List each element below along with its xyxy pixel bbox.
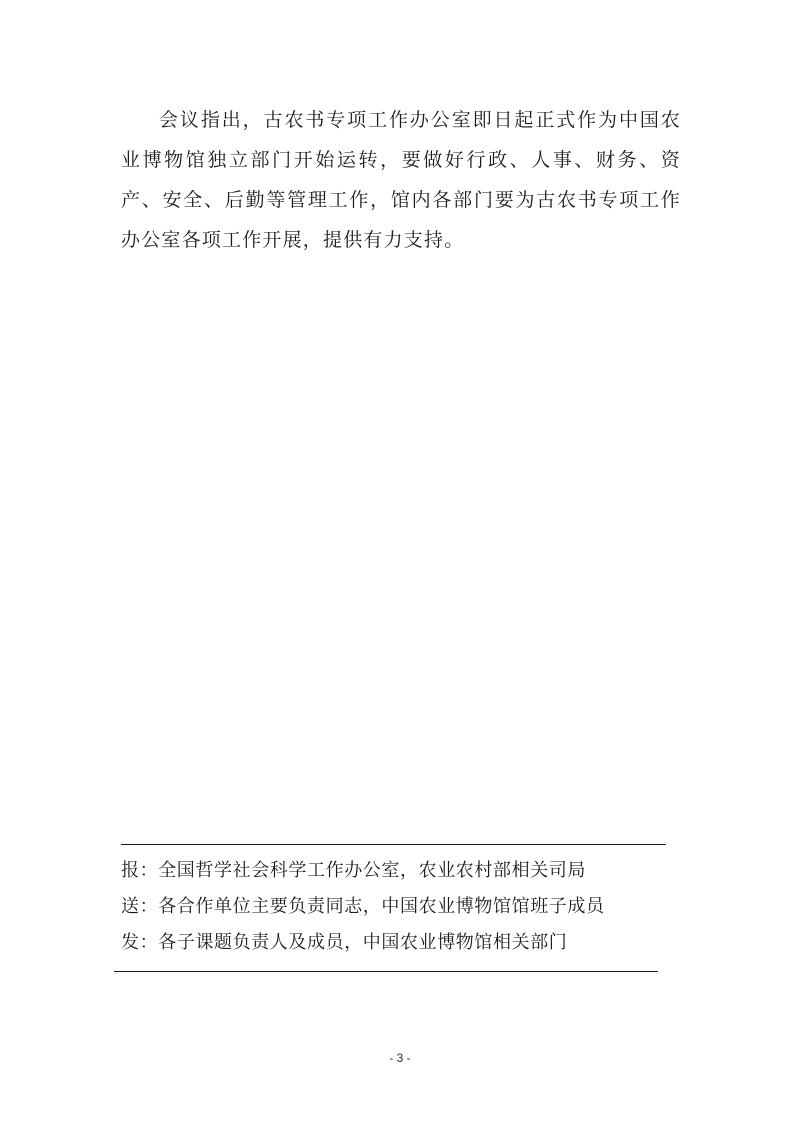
bottom-divider <box>114 971 658 972</box>
distribution-recipients: 全国哲学社会科学工作办公室，农业农村部相关司局 <box>158 860 587 881</box>
page-number: - 3 - <box>389 1051 411 1065</box>
distribution-issue-line <box>121 925 681 961</box>
distribution-report-line <box>121 853 681 889</box>
distribution-label: 报： <box>121 860 159 881</box>
distribution-recipients: 各子课题负责人及成员，中国农业博物馆相关部门 <box>158 932 568 953</box>
distribution-list <box>121 853 681 961</box>
distribution-label: 送： <box>121 896 159 917</box>
body-paragraph: 会议指出，古农书专项工作办公室即日起正式作为中国农业博物馆独立部门开始运转，要做好行政、人事、财务、资产、安全、后勤等管理工作，馆内各部门要为古农书专项工作办公室各项工作开展，提供有力支持。 <box>121 109 681 251</box>
top-divider <box>121 844 666 845</box>
distribution-recipients: 各合作单位主要负责同志，中国农业博物馆馆班子成员 <box>158 896 605 917</box>
distribution-send-line <box>121 889 681 925</box>
distribution-label: 发： <box>121 932 159 953</box>
